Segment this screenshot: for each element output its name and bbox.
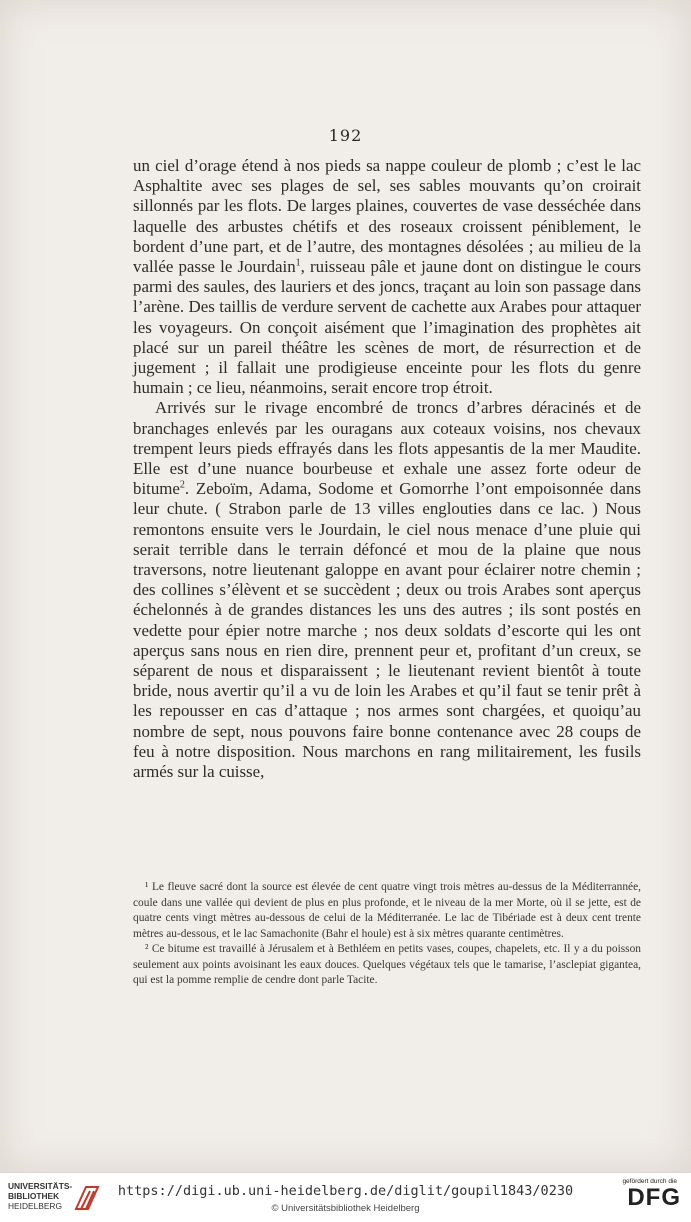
funder-caption: gefördert durch die [622, 1178, 677, 1185]
paragraph-1-part-b: , ruisseau pâle et jaune dont on distingue le cours parmi des saules, des lauriers et des joncs, traçant au loin son passage dans l’arène. Des taillis de verdure servent de cachette aux Arabes pour attaquer les voyageurs. On conçoit aisément que l’imagination des prophètes ait placé sur un pareil théâtre les scènes de mort, de résurrection et de jugement ; il fallait une prodigieuse enceinte pour les flots du genre humain ; ce lieu, néanmoins, serait encore trop étroit. [133, 257, 641, 398]
footnote-1: ¹ Le fleuve sacré dont la source est élevée de cent quatre vingt trois mètres au-dessus de la Méditerrannée, coule dans une vallée qui devient de plus en plus profonde, et le niveau de la mer Morte, où il se jette, est de quatre cents vingt mètres au-dessous de celui de la Méditerranée. Le lac de Tibériade est à deux cent trente mètres au-dessous, et le lac Samachonite (Bahr el houle) est à six mètres quarante centimètres. [133, 881, 641, 940]
library-name-line-3: HEIDELBERG [8, 1201, 62, 1211]
page-number: 192 [328, 126, 363, 145]
library-name-line-2: BIBLIOTHEK [8, 1191, 60, 1201]
dfg-logo[interactable] [611, 1178, 681, 1211]
library-name-line-1: UNIVERSITÄTS- [8, 1181, 73, 1191]
footnote-2: ² Ce bitume est travaillé à Jérusalem et à Bethléem en petits vases, coupes, chapelets, etc. Il y a du poisson seulement aux points avoisinant les eaux douces. Quelques végétaux tels que le tamarise, l’asclepiat gigantea, qui est la pomme remplie de cendre dont parle Tacite. [133, 943, 641, 986]
copyright-notice: © Universitätsbibliothek Heidelberg [271, 1203, 420, 1214]
paragraph-2-part-a: Arrivés sur le rivage encombré de troncs d’arbres déracinés et de branchages enlevés par les ouragans aux coteaux voisins, nos chevaux trempent leurs pieds effrayés dans les flots appesantis de la mer Maudite. Elle est d’une nuance bourbeuse et exhale une assez forte odeur de bitume [133, 398, 641, 499]
body-text [133, 156, 641, 782]
funder-name: DFG [627, 1184, 681, 1211]
footnote-ref-1: 1 [295, 257, 301, 269]
footnotes [133, 880, 641, 989]
paragraph-1-part-a: un ciel d’orage étend à nos pieds sa nappe couleur de plomb ; c’est le lac Asphaltite avec ses plages de sel, ses sables mouvants qu’on croirait sillonnés par les flots. De larges plaines, couvertes de vase desséchée dans laquelle des arbustes chétifs et des roseaux croissent péniblement, le bordent d’une part, et de l’autre, des montagnes désolées ; au milieu de la vallée passe le Jourdain [133, 156, 641, 277]
permalink-url[interactable]: https://digi.ub.uni-heidelberg.de/diglit/goupil1843/0230 [117, 1183, 574, 1199]
paragraph-1 [133, 156, 641, 398]
viewer-footer [0, 1172, 691, 1222]
footnote-ref-2: 2 [179, 479, 185, 491]
paragraph-2-part-b: . Zeboïm, Adama, Sodome et Gomorrhe l’ont empoisonnée dans leur chute. ( Strabon parle de 13 villes englouties dans ce lac. ) Nous remontons ensuite vers le Jourdain, le ciel nous menace d’une pluie qui serait terrible dans le terrain défoncé et mou de la plaine que nous traversons, notre lieutenant galoppe en avant pour éclairer notre chemin ; des collines s’élèvent et se succèdent ; deux ou trois Arabes sont aperçus échelonnés à de grandes distances les uns des autres ; ils sont postés en vedette pour épier notre marche ; nos deux soldats d’escorte qui les ont aperçus sans nous en rien dire, prennent peur et, profitant d’un creux, se séparent de nous et disparaissent ; le lieutenant revient bientôt à toute bride, nous avertir qu’il a vu de loin les Arabes et qu’il faut se tenir prêt à les repousser en cas d’attaque ; nos armes sont chargées, et quoiqu’au nombre de sept, nous pouvons faire bonne contenance avec 28 coups de feu à notre disposition. Nous marchons en rang militairement, les fusils armés sur la cuisse, [133, 479, 641, 782]
paragraph-2 [133, 398, 641, 782]
